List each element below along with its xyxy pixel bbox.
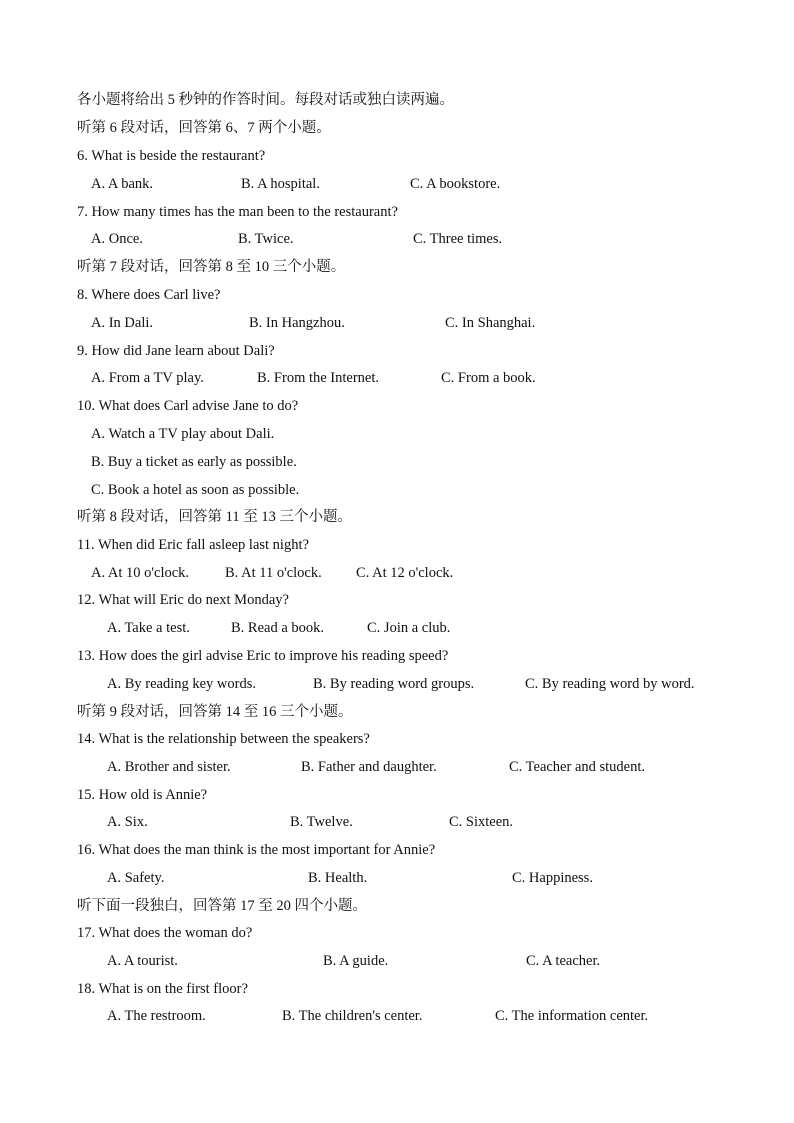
- option-b: B. A hospital.: [241, 176, 320, 192]
- option-c: C. From a book.: [441, 370, 536, 386]
- option-b: B. From the Internet.: [257, 370, 380, 386]
- option-a: A. In Dali.: [91, 315, 154, 331]
- option-c: C. At 12 o'clock.: [356, 565, 454, 581]
- question-17: 17. What does the woman do?: [77, 925, 253, 941]
- option-b: B. Twelve.: [290, 814, 353, 830]
- option-b: B. Health.: [308, 870, 368, 886]
- section-9-heading: 听第 9 段对话，回答第 14 至 16 三个小题。: [77, 704, 353, 720]
- option-b: B. A guide.: [323, 953, 389, 969]
- option-b: B. Twice.: [238, 231, 294, 247]
- option-c: C. A teacher.: [526, 953, 601, 969]
- section-8-heading: 听第 8 段对话，回答第 11 至 13 三个小题。: [77, 509, 352, 525]
- option-c: C. Three times.: [413, 231, 503, 247]
- question-12: 12. What will Eric do next Monday?: [77, 592, 289, 608]
- question-7: 7. How many times has the man been to the restaurant?: [77, 204, 398, 220]
- question-10-option-c: C. Book a hotel as soon as possible.: [91, 482, 300, 498]
- option-b: B. The children's center.: [282, 1008, 423, 1024]
- question-18: 18. What is on the first floor?: [77, 981, 248, 997]
- option-a: A. Take a test.: [107, 620, 190, 636]
- section-7-heading: 听第 7 段对话，回答第 8 至 10 三个小题。: [77, 259, 346, 275]
- option-a: A. At 10 o'clock.: [91, 565, 190, 581]
- option-a: A. A tourist.: [107, 953, 178, 969]
- option-c: C. A bookstore.: [410, 176, 501, 192]
- option-b: B. Read a book.: [231, 620, 325, 636]
- option-b: B. Father and daughter.: [301, 759, 437, 775]
- option-c: C. The information center.: [495, 1008, 649, 1024]
- question-13: 13. How does the girl advise Eric to improve his reading speed?: [77, 648, 449, 664]
- option-c: C. Join a club.: [367, 620, 451, 636]
- option-a: A. From a TV play.: [91, 370, 204, 386]
- question-15: 15. How old is Annie?: [77, 787, 208, 803]
- option-a: A. Safety.: [107, 870, 165, 886]
- question-10-option-b: B. Buy a ticket as early as possible.: [91, 454, 297, 470]
- question-9: 9. How did Jane learn about Dali?: [77, 343, 275, 359]
- option-a: A. Brother and sister.: [107, 759, 231, 775]
- option-b: B. At 11 o'clock.: [225, 565, 322, 581]
- question-16: 16. What does the man think is the most important for Annie?: [77, 842, 436, 858]
- option-b: B. In Hangzhou.: [249, 315, 345, 331]
- question-11: 11. When did Eric fall asleep last night?: [77, 537, 309, 553]
- option-a: A. Once.: [91, 231, 143, 247]
- section-6-heading: 听第 6 段对话，回答第 6、7 两个小题。: [77, 120, 331, 136]
- instructions-line: 各小题将给出 5 秒钟的作答时间。每段对话或独白读两遍。: [77, 92, 454, 108]
- option-a: A. By reading key words.: [107, 676, 257, 692]
- question-14: 14. What is the relationship between the speakers?: [77, 731, 370, 747]
- option-c: C. Teacher and student.: [509, 759, 646, 775]
- option-c: C. In Shanghai.: [445, 315, 536, 331]
- question-6: 6. What is beside the restaurant?: [77, 148, 266, 164]
- question-10-option-a: A. Watch a TV play about Dali.: [91, 426, 275, 442]
- option-b: B. By reading word groups.: [313, 676, 475, 692]
- option-c: C. By reading word by word.: [525, 676, 695, 692]
- option-a: A. The restroom.: [107, 1008, 206, 1024]
- question-10: 10. What does Carl advise Jane to do?: [77, 398, 299, 414]
- question-8: 8. Where does Carl live?: [77, 287, 221, 303]
- option-a: A. A bank.: [91, 176, 154, 192]
- option-c: C. Sixteen.: [449, 814, 514, 830]
- option-c: C. Happiness.: [512, 870, 593, 886]
- section-10-heading: 听下面一段独白，回答第 17 至 20 四个小题。: [77, 898, 367, 914]
- option-a: A. Six.: [107, 814, 148, 830]
